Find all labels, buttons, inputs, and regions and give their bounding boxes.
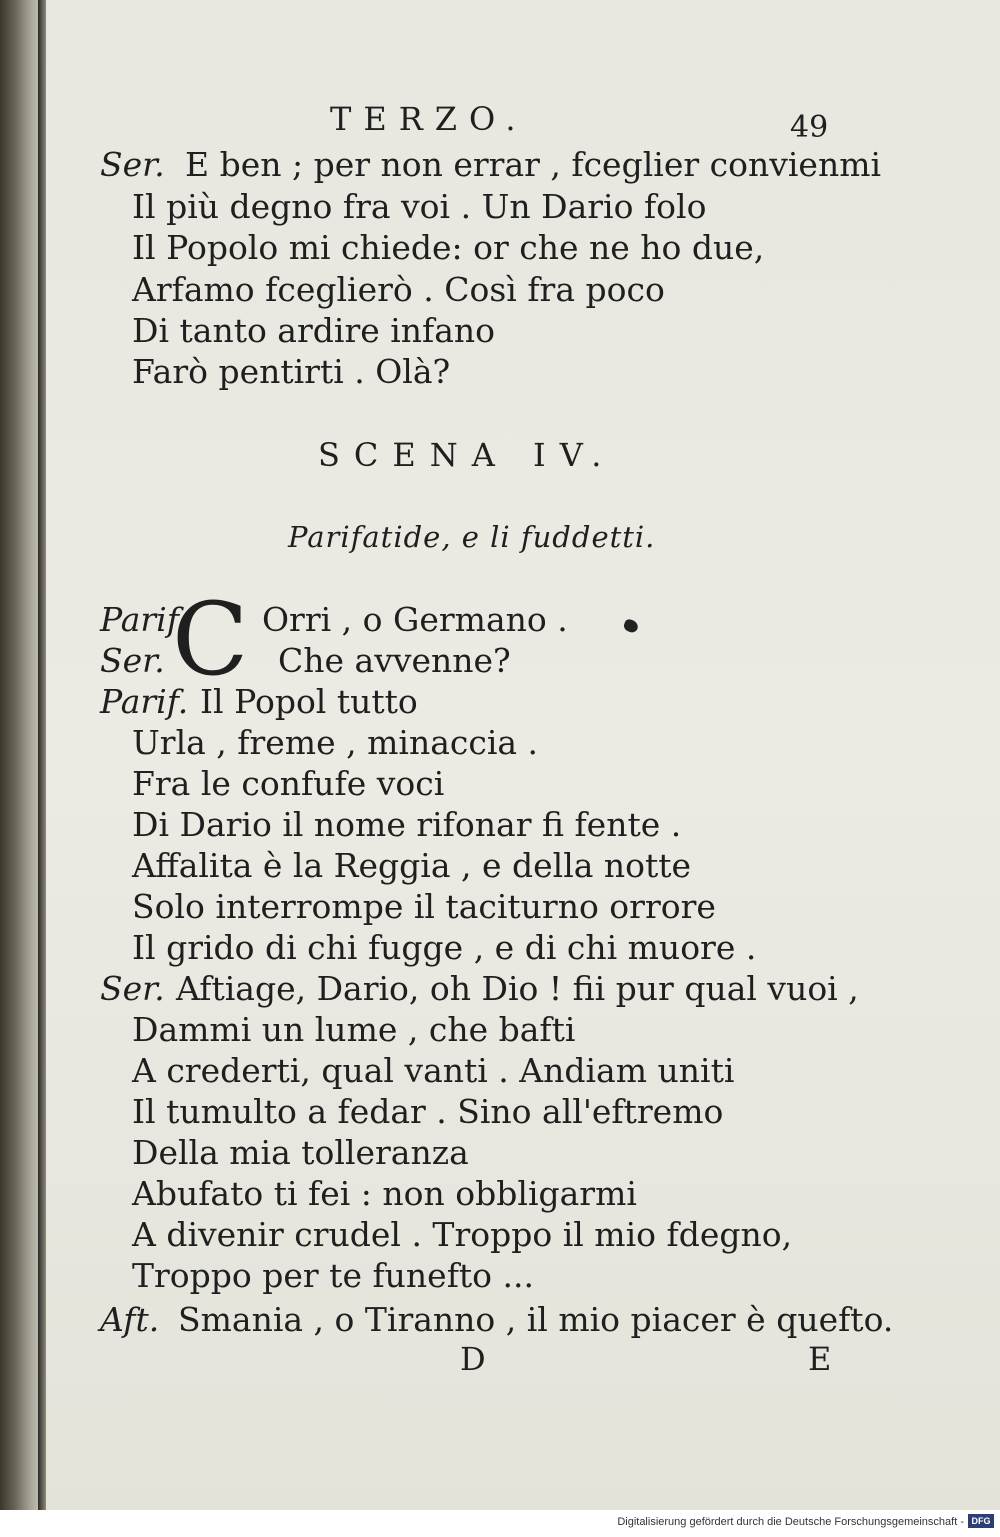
verse-line: Che avvenne? [278,641,511,680]
speaker-label: Parif. [100,682,189,721]
verse-line: Solo interrompe il taciturno orrore [132,887,716,926]
verse-line: Di tanto ardire infano [132,311,496,350]
binding-edge [38,0,46,1510]
speaker-label: Ser. [100,969,165,1008]
verse-line: A crederti, qual vanti . Andiam uniti [132,1051,735,1090]
verse-line: Affalita è la Reggia , e della notte [132,846,692,885]
dfg-logo: DFG [968,1514,994,1528]
verse-line: Farò pentirti . Olà? [132,352,451,391]
verse-line: Arfamo fceglierò . Così fra poco [132,270,665,309]
verse-line: Il Popolo mi chiede: or che ne ho due, [132,228,765,267]
page-number: 49 [790,110,829,145]
digitization-credit: Digitalisierung gefördert durch die Deutsche Forschungsgemeinschaft - [617,1516,964,1528]
verse-line: Di Dario il nome rifonar fi fente . [132,805,682,844]
verse-line: Troppo per te funefto ... [132,1256,535,1295]
verse-line: A divenir crudel . Troppo il mio fdegno, [132,1215,793,1254]
verse-line: Della mia tolleranza [132,1133,469,1172]
speaker-label: Aft. [100,1300,160,1339]
verse-line: Il tumulto a fedar . Sino all'eftremo [132,1092,724,1131]
verse-line: Smania , o Tiranno , il mio piacer è quefto. [178,1300,894,1339]
speaker-label: Ser. [100,641,165,680]
scene-title: SCENA IV. [318,436,616,474]
drop-cap: C [172,581,249,698]
signature-mark: D [460,1340,486,1378]
verse-line: Fra le confufe voci [132,764,445,803]
verse-line: Urla , freme , minaccia . [132,723,539,762]
verse-line: Il grido di chi fugge , e di chi muore . [132,928,757,967]
verse-line: Dammi un lume , che bafti [132,1010,576,1049]
verse-line: E ben ; per non errar , fceglier convienmi [185,145,882,184]
running-title: TERZO. [330,100,528,138]
verse-line: Abufato ti fei : non obbligarmi [132,1174,637,1213]
verse-line: Orri , o Germano . [262,600,568,639]
speaker-label: Ser. [100,145,165,184]
verse-line: Aftiage, Dario, oh Dio ! fii pur qual vuoi , [176,969,859,1008]
catchword: E [808,1340,832,1378]
verse-line: Il Popol tutto [200,682,418,721]
verse-line: Il più degno fra voi . Un Dario folo [132,187,707,226]
scene-characters: Parifatide, e li fuddetti. [288,520,656,554]
speaker-label: Parif. [100,600,189,639]
